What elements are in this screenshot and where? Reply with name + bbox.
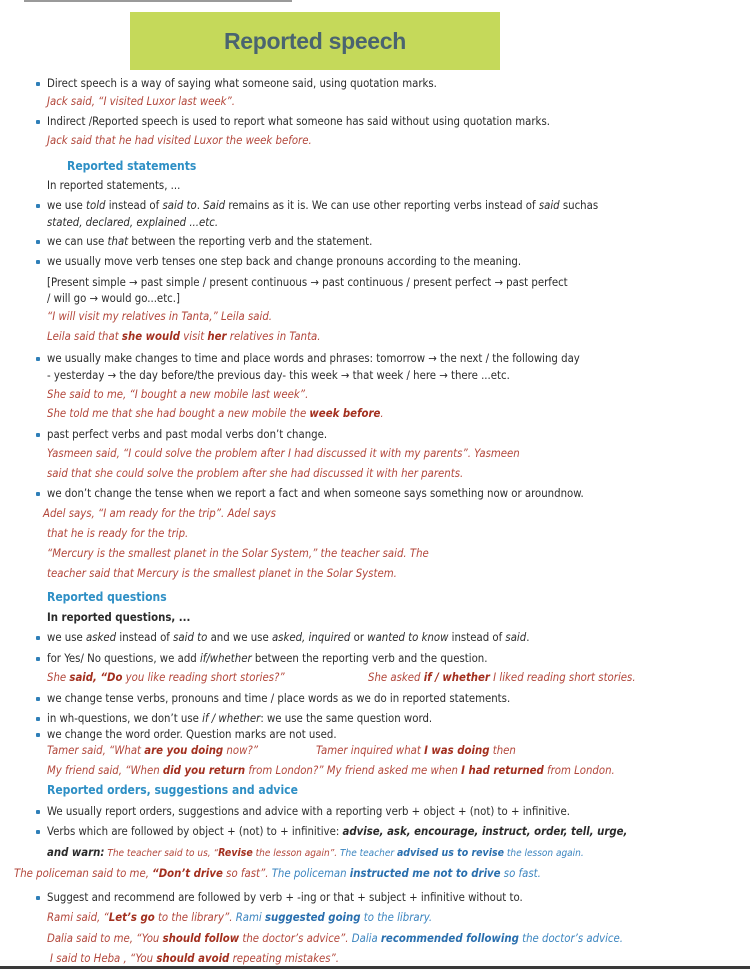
- bullet-icon: [36, 433, 40, 437]
- statements-bullet-fact: we don’t change the tense when we report a fact and when someone says something now or aroundnow.: [47, 487, 584, 500]
- statements-verbs-list: stated, declared, explained ...etc.: [47, 216, 219, 229]
- bullet-icon: [36, 717, 40, 721]
- intro-direct: Direct speech is a way of saying what someone said, using quotation marks.: [47, 77, 437, 90]
- example-adel-1: Adel says, “I am ready for the trip”. Adel says: [43, 507, 276, 520]
- statements-bullet-that: we can use that between the reporting verb and the statement.: [47, 235, 373, 248]
- page-title: Reported speech: [223, 27, 407, 54]
- example-yasmeen-1: Yasmeen said, “I could solve the problem after I had discussed it with my parents”. Yasmeen: [47, 447, 520, 460]
- intro-indirect-example: Jack said that he had visited Luxor the week before.: [47, 134, 312, 147]
- example-leila-reported: Leila said that she would visit her relatives in Tanta.: [47, 330, 321, 343]
- intro-indirect: Indirect /Reported speech is used to report what someone has said without using quotation marks.: [47, 115, 550, 128]
- example-friend-london: My friend said, “When did you return from London?” My friend asked me when I had returned from London.: [47, 764, 615, 777]
- example-policeman: The policeman said to me, “Don’t drive so fast”. The policeman instructed me not to drive so fast.: [14, 867, 541, 880]
- example-mercury-1: “Mercury is the smallest planet in the Solar System,” the teacher said. The: [47, 547, 429, 560]
- bullet-icon: [36, 896, 40, 900]
- questions-bullet-wh: in wh-questions, we don’t use if / whether: we use the same question word.: [47, 712, 433, 725]
- orders-bullet-verbs: Verbs which are followed by object + (not) to + infinitive: advise, ask, encourage, instruct, order, tell, urge,: [47, 825, 628, 838]
- statements-bullet-told: we use told instead of said to. Said remains as it is. We can use other reporting verbs instead of said suchas: [47, 199, 599, 212]
- questions-bullet-order: we change the word order. Question marks are not used.: [47, 728, 337, 741]
- bullet-icon: [36, 82, 40, 86]
- orders-bullet-suggest: Suggest and recommend are followed by verb + -ing or that + subject + infinitive without to.: [47, 891, 523, 904]
- section-heading-questions: Reported questions: [47, 590, 167, 604]
- bullet-icon: [36, 636, 40, 640]
- bullet-icon: [36, 830, 40, 834]
- example-stories-reported: She asked if / whether I liked reading short stories.: [368, 671, 636, 684]
- example-rami: Rami said, “Let’s go to the library”. Rami suggested going to the library.: [47, 911, 433, 924]
- example-tamer: Tamer said, “What are you doing now?”: [47, 744, 259, 757]
- questions-lead: In reported questions, ...: [47, 611, 191, 624]
- orders-bullet-report: We usually report orders, suggestions and advice with a reporting verb + object + (not) to + infinitive.: [47, 805, 570, 818]
- example-dalia: Dalia said to me, “You should follow the doctor’s advice”. Dalia recommended following the doctor’s advice.: [47, 932, 623, 945]
- statements-bullet-perfect: past perfect verbs and past modal verbs don’t change.: [47, 428, 328, 441]
- bullet-icon: [36, 120, 40, 124]
- example-mobile-reported: She told me that she had bought a new mobile the week before.: [47, 407, 384, 420]
- bullet-icon: [36, 240, 40, 244]
- statements-bullet-time-words: we usually make changes to time and place words and phrases: tomorrow → the next / the following day: [47, 352, 580, 365]
- section-heading-orders: Reported orders, suggestions and advice: [47, 783, 298, 797]
- bullet-icon: [36, 733, 40, 737]
- example-yasmeen-2: said that she could solve the problem after she had discussed it with her parents.: [47, 467, 464, 480]
- tense-shift-1: [Present simple → past simple / present continuous → past continuous / present perfect → past perfect: [47, 276, 568, 289]
- orders-warn-line: and warn: The teacher said to us, “Revise the lesson again”. The teacher advised us to revise the lesson again.: [47, 846, 584, 859]
- bullet-icon: [36, 697, 40, 701]
- title-banner: [130, 12, 500, 70]
- example-mobile-direct: She said to me, “I bought a new mobile last week”.: [47, 388, 309, 401]
- bullet-icon: [36, 357, 40, 361]
- bullet-icon: [36, 657, 40, 661]
- statements-bullet-tenses: we usually move verb tenses one step back and change pronouns according to the meaning.: [47, 255, 522, 268]
- statements-lead: In reported statements, ...: [47, 179, 181, 192]
- example-tamer-reported: Tamer inquired what I was doing then: [316, 744, 516, 757]
- statements-time-words-2: - yesterday → the day before/the previous day- this week → that week / here → there ...etc.: [47, 369, 510, 382]
- section-heading-statements: Reported statements: [67, 159, 197, 173]
- intro-direct-example: Jack said, “I visited Luxor last week”.: [47, 95, 236, 108]
- questions-bullet-tense: we change tense verbs, pronouns and time / place words as we do in reported statements.: [47, 692, 511, 705]
- bullet-icon: [36, 810, 40, 814]
- example-heba: I said to Heba , “You should avoid repeating mistakes”.: [50, 952, 340, 965]
- example-stories-direct: She said, “Do you like reading short stories?”: [47, 671, 285, 684]
- example-leila-direct: “I will visit my relatives in Tanta,” Leila said.: [47, 310, 273, 323]
- bullet-icon: [36, 260, 40, 264]
- top-divider: [24, 0, 292, 2]
- example-adel-2: that he is ready for the trip.: [47, 527, 189, 540]
- tense-shift-2: / will go → would go...etc.]: [47, 292, 180, 305]
- questions-bullet-yesno: for Yes/ No questions, we add if/whether between the reporting verb and the question.: [47, 652, 488, 665]
- example-mercury-2: teacher said that Mercury is the smallest planet in the Solar System.: [47, 567, 397, 580]
- questions-bullet-asked: we use asked instead of said to and we use asked, inquired or wanted to know instead of said.: [47, 631, 530, 644]
- bullet-icon: [36, 492, 40, 496]
- bullet-icon: [36, 204, 40, 208]
